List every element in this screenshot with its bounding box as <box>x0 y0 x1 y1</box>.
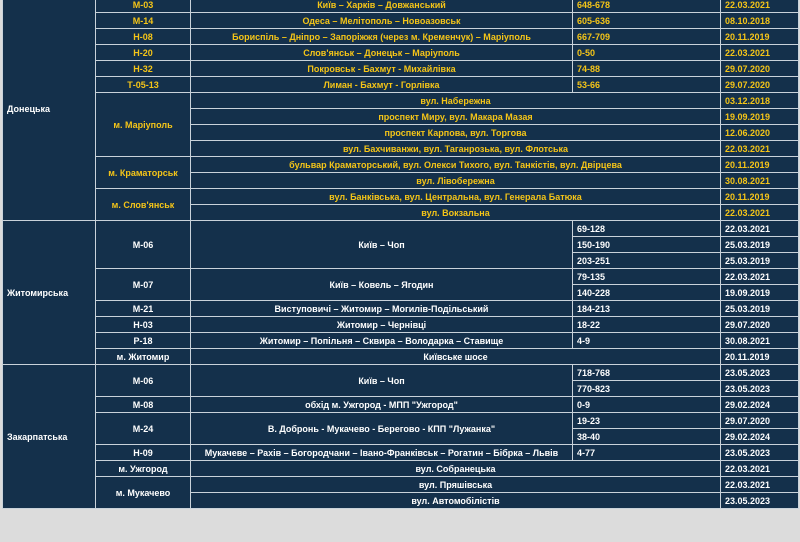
road-km: 79-135 <box>573 269 721 285</box>
road-date: 25.03.2019 <box>721 237 799 253</box>
street-date: 30.08.2021 <box>721 173 799 189</box>
street-date: 20.11.2019 <box>721 157 799 173</box>
road-date: 29.07.2020 <box>721 317 799 333</box>
road-km: 770-823 <box>573 381 721 397</box>
road-km: 667-709 <box>573 29 721 45</box>
road-code: М-14 <box>96 13 191 29</box>
street-name: вул. Лівобережна <box>191 173 721 189</box>
road-route: Бориспіль – Дніпро – Запоріжжя (через м. Кременчук) – Маріуполь <box>191 29 573 45</box>
region-name: Донецька <box>3 0 96 221</box>
road-km: 4-77 <box>573 445 721 461</box>
road-code: Р-18 <box>96 333 191 349</box>
table-row <box>3 413 799 429</box>
road-km: 19-23 <box>573 413 721 429</box>
road-code: М-21 <box>96 301 191 317</box>
road-km: 69-128 <box>573 221 721 237</box>
table-row <box>3 317 799 333</box>
road-route: Лиман - Бахмут - Горлівка <box>191 77 573 93</box>
table-row <box>3 93 799 109</box>
table-row <box>3 397 799 413</box>
city-name: м. Краматорськ <box>96 157 191 189</box>
road-km: 140-228 <box>573 285 721 301</box>
road-date: 30.08.2021 <box>721 333 799 349</box>
street-name: проспект Миру, вул. Макара Мазая <box>191 109 721 125</box>
street-date: 22.03.2021 <box>721 477 799 493</box>
table-row <box>3 461 799 477</box>
street-date: 20.11.2019 <box>721 189 799 205</box>
street-date: 22.03.2021 <box>721 461 799 477</box>
table-row <box>3 45 799 61</box>
road-code: М-08 <box>96 397 191 413</box>
roads-table-body <box>3 0 799 509</box>
table-row <box>3 13 799 29</box>
table-row <box>3 29 799 45</box>
table-row <box>3 333 799 349</box>
table-row <box>3 445 799 461</box>
table-row <box>3 0 799 13</box>
road-km: 184-213 <box>573 301 721 317</box>
city-name: м. Мукачево <box>96 477 191 509</box>
region-name: Житомирська <box>3 221 96 365</box>
road-date: 29.02.2024 <box>721 429 799 445</box>
road-code: М-24 <box>96 413 191 445</box>
road-route: Слов'янськ – Донецьк – Маріуполь <box>191 45 573 61</box>
road-date: 22.03.2021 <box>721 221 799 237</box>
road-route: Виступовичі – Житомир – Могилів-Подільський <box>191 301 573 317</box>
road-km: 0-9 <box>573 397 721 413</box>
road-date: 29.07.2020 <box>721 77 799 93</box>
road-km: 718-768 <box>573 365 721 381</box>
street-name: вул. Бахчиванжи, вул. Таганрозька, вул. Флотська <box>191 141 721 157</box>
road-route: Київ – Ковель – Ягодин <box>191 269 573 301</box>
road-code: Н-03 <box>96 317 191 333</box>
road-route: Одеса – Мелітополь – Новоазовськ <box>191 13 573 29</box>
road-date: 20.11.2019 <box>721 29 799 45</box>
table-row <box>3 349 799 365</box>
city-name: м. Маріуполь <box>96 93 191 157</box>
table-row <box>3 77 799 93</box>
street-date: 22.03.2021 <box>721 205 799 221</box>
street-name: вул. Пряшівська <box>191 477 721 493</box>
road-km: 605-636 <box>573 13 721 29</box>
road-date: 23.05.2023 <box>721 365 799 381</box>
road-route: Київ – Чоп <box>191 221 573 269</box>
road-date: 29.07.2020 <box>721 61 799 77</box>
road-km: 150-190 <box>573 237 721 253</box>
table-row <box>3 269 799 285</box>
road-date: 23.05.2023 <box>721 381 799 397</box>
table-row <box>3 301 799 317</box>
road-route: Покровськ - Бахмут - Михайлівка <box>191 61 573 77</box>
street-name: вул. Банківська, вул. Центральна, вул. Генерала Батюка <box>191 189 721 205</box>
road-route: обхід м. Ужгород - МПП "Ужгород" <box>191 397 573 413</box>
road-date: 25.03.2019 <box>721 253 799 269</box>
street-date: 23.05.2023 <box>721 493 799 509</box>
road-code: Т-05-13 <box>96 77 191 93</box>
city-name: м. Ужгород <box>96 461 191 477</box>
road-date: 29.02.2024 <box>721 397 799 413</box>
street-date: 19.09.2019 <box>721 109 799 125</box>
road-code: Н-08 <box>96 29 191 45</box>
street-name: вул. Автомобілістів <box>191 493 721 509</box>
street-date: 20.11.2019 <box>721 349 799 365</box>
road-code: М-06 <box>96 365 191 397</box>
road-code: Н-32 <box>96 61 191 77</box>
roads-table <box>2 0 799 509</box>
road-km: 74-88 <box>573 61 721 77</box>
road-date: 23.05.2023 <box>721 445 799 461</box>
road-route: Київ – Чоп <box>191 365 573 397</box>
road-date: 22.03.2021 <box>721 0 799 13</box>
road-date: 19.09.2019 <box>721 285 799 301</box>
road-km: 38-40 <box>573 429 721 445</box>
table-row <box>3 157 799 173</box>
region-name: Закарпатська <box>3 365 96 509</box>
road-code: Н-09 <box>96 445 191 461</box>
street-name: проспект Карпова, вул. Торгова <box>191 125 721 141</box>
road-date: 08.10.2018 <box>721 13 799 29</box>
table-row <box>3 221 799 237</box>
table-row <box>3 365 799 381</box>
street-date: 03.12.2018 <box>721 93 799 109</box>
road-km: 53-66 <box>573 77 721 93</box>
road-km: 0-50 <box>573 45 721 61</box>
road-route: Житомир – Чернівці <box>191 317 573 333</box>
table-row <box>3 189 799 205</box>
city-name: м. Житомир <box>96 349 191 365</box>
street-name: бульвар Краматорський, вул. Олекси Тихого, вул. Танкістів, вул. Двірцева <box>191 157 721 173</box>
road-km: 203-251 <box>573 253 721 269</box>
road-route: В. Добронь - Мукачево - Берегово - КПП "Лужанка" <box>191 413 573 445</box>
street-date: 22.03.2021 <box>721 141 799 157</box>
road-code: М-07 <box>96 269 191 301</box>
road-date: 22.03.2021 <box>721 269 799 285</box>
road-date: 25.03.2019 <box>721 301 799 317</box>
road-route: Мукачеве – Рахів – Богородчани – Івано-Франківськ – Рогатин – Бібрка – Львів <box>191 445 573 461</box>
road-km: 18-22 <box>573 317 721 333</box>
city-name: м. Слов'янськ <box>96 189 191 221</box>
street-name: вул. Вокзальна <box>191 205 721 221</box>
road-date: 22.03.2021 <box>721 45 799 61</box>
street-name: Київське шосе <box>191 349 721 365</box>
road-km: 648-678 <box>573 0 721 13</box>
road-code: М-06 <box>96 221 191 269</box>
road-km: 4-9 <box>573 333 721 349</box>
street-date: 12.06.2020 <box>721 125 799 141</box>
road-code: М-03 <box>96 0 191 13</box>
road-code: Н-20 <box>96 45 191 61</box>
table-row <box>3 477 799 493</box>
table-row <box>3 61 799 77</box>
road-date: 29.07.2020 <box>721 413 799 429</box>
road-route: Житомир – Попільня – Сквира – Володарка – Ставище <box>191 333 573 349</box>
road-route: Київ – Харків – Довжанський <box>191 0 573 13</box>
street-name: вул. Набережна <box>191 93 721 109</box>
street-name: вул. Собранецька <box>191 461 721 477</box>
